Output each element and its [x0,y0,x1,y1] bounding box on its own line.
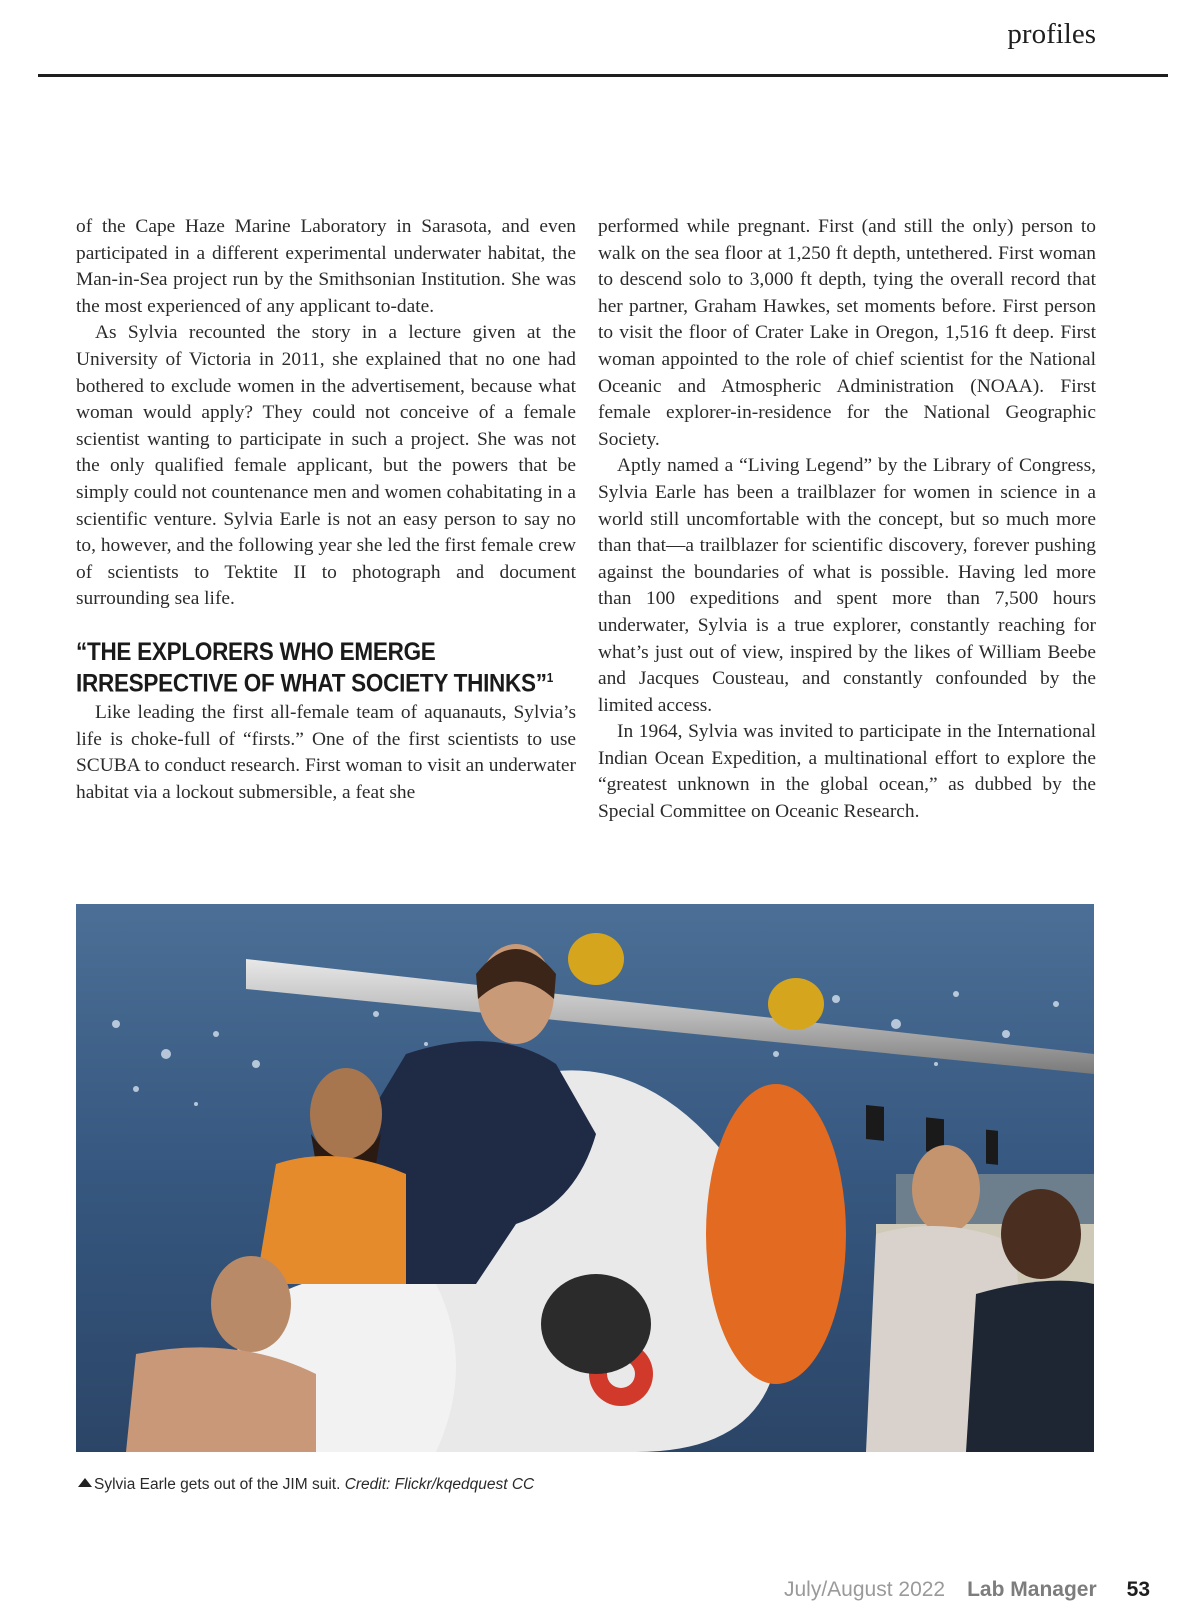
page-footer [784,1578,1150,1602]
section-heading [76,639,580,696]
paragraph: of the Cape Haze Marine Laboratory in Sarasota, and even participated in a different experimental underwater habitat, the Man-in-Sea project run by the Smithsonian Institution. She was the most experienced of any applicant to-date. [76,216,576,317]
paragraph: In 1964, Sylvia was invited to participate in the International Indian Ocean Expedition, a multinational effort to explore the “greatest unknown in the global ocean,” as dubbed by the Special Committee on Oceanic Research. [598,721,1096,823]
photo-illustration [76,904,1094,1452]
right-column [598,214,1096,826]
paragraph: As Sylvia recounted the story in a lecture given at the University of Victoria in 2011, she explained that no one had bothered to exclude women in the advertisement, because what woman would apply? They could not conceive of a female scientist wanting to participate in such a project. She was not the only qualified female applicant, but the powers that be simply could not countenance men and women cohabitating in a scientific venture. Sylvia Earle is not an easy person to say no to, however, and the following year she led the first female crew of scientists to Tektite II to photograph and document surrounding sea life. [76,322,576,610]
magazine-name: Lab Manager [967,1578,1097,1601]
paragraph: Like leading the first all-female team of aquanauts, Sylvia’s life is choke-full of “firsts.” One of the first scientists to use SCUBA to conduct research. First woman to visit an underwater habitat via a lockout submersible, a feat she [76,702,576,804]
page-number: 53 [1126,1578,1150,1601]
section-heading-text: “THE EXPLORERS WHO EMERGE IRRESPECTIVE OF WHAT SOCIETY THINKS” [76,637,547,698]
issue-date: July/August 2022 [784,1578,946,1601]
paragraph: performed while pregnant. First (and still the only) person to walk on the sea floor at 1,250 ft depth, untethered. First woman to descend solo to 3,000 ft depth, tying the overall record that her partner, Graham Hawkes, set moments before. First person to visit the floor of Crater Lake in Oregon, 1,516 ft deep. First woman appointed to the role of chief scientist for the National Oceanic and Atmospheric Administration (NOAA). First female explorer-in-residence for the National Geographic Society. [598,216,1096,450]
caption-text: Sylvia Earle gets out of the JIM suit. [94,1476,341,1493]
left-column [76,214,576,807]
paragraph: Aptly named a “Living Legend” by the Library of Congress, Sylvia Earle has been a trailblazer for women in science in a world still uncomfortable with the concept, but so much more than that—a trailblazer for scientific discovery, forever pushing against the boundaries of what is possible. Having led more than 100 expeditions and spent more than 7,500 hours underwater, Sylvia is a true explorer, constantly reaching for what’s just out of view, inspired by the likes of William Beebe and Jacques Cousteau, and constantly confounded by the limited access. [598,455,1096,716]
section-tag: profiles [1007,18,1096,50]
article-photo [76,904,1094,1452]
footnote-marker: 1 [546,669,553,685]
caption-triangle-icon [78,1478,92,1487]
header-rule [38,74,1168,77]
photo-caption [78,1476,534,1494]
caption-credit: Credit: Flickr/kqedquest CC [344,1476,535,1493]
